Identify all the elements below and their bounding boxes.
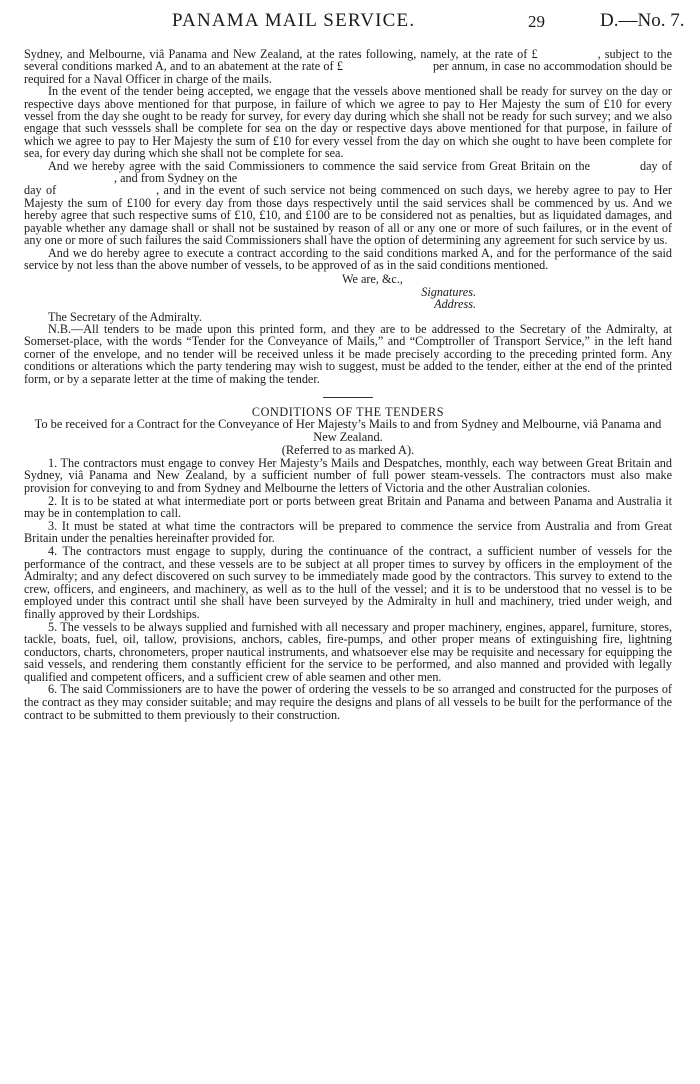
condition-item: 5. The vessels to be always supplied and furnished with all necessary and proper machinery, engines, apparel, furniture, stores, tackle, boats, fuel, oil, tallow, provisions, anchors, cables, fire-pumps, and other proper means of extinguishing fire, lightning conductors, charts, chronometers, proper nautical instruments, and whatsoever else may be requisite and necessary for equipping the said vessels, and rendering them constantly efficient for the service to be performed, and also manned and provided with legally qualified and competent officers, and a sufficient crew of able seamen and other men. — [24, 619, 672, 684]
conditions-list — [24, 457, 672, 721]
running-title: PANAMA MAIL SERVICE. — [172, 10, 416, 31]
tender-paragraph-rates: Sydney, and Melbourne, viâ Panama and New Zealand, at the rates following, namely, at the rate of £ , subject to the several conditions marked A, and to an abatement at the rate of £ per annum, in case no accommodation should be required for a Naval Officer in charge of the mails. — [24, 47, 672, 86]
conditions-title: CONDITIONS OF THE TENDERS — [251, 404, 445, 419]
conditions-reference: (Referred to as marked A). — [281, 443, 415, 458]
condition-item: 3. It must be stated at what time the contractors will be prepared to commence the service from Australia and from Great Britain under the penalties hereinafter provided for. — [24, 518, 672, 546]
nota-bene: N.B.—All tenders to be made upon this printed form, and they are to be addressed to the Secretary of the Admiralty, at Somerset-place, with the words “Tender for the Conveyance of Mails,” and “Comptroller of Transport Service,” in the left hand corner of the envelope, and no tender will be received unless it be made precisely according to the preceding printed form. Any conditions or alterations which the party tendering may wish to suggest, must be added to the tender, either at the end of the printed form, or by a separate letter at the time of making the tender. — [24, 321, 672, 386]
tender-paragraph-contract: And we do hereby agree to execute a contract according to the said conditions marked A, and for the performance of the said service by not less than the above number of vessels, to be approved of as in the said conditions mentioned. — [24, 245, 672, 272]
condition-item: 2. It is to be stated at what intermediate port or ports between great Britain and Panama and between Panama and Australia it may be in contemplation to call. — [24, 493, 672, 521]
page-header — [0, 10, 700, 36]
address-label: Address. — [434, 297, 476, 312]
condition-item: 4. The contractors must engage to supply, during the continuance of the contract, a sufficient number of vessels for the performance of the contract, and these vessels are to be subject at all proper times to survey by officers in the employment of the Admiralty; and any defect discovered on such survey to be immediately made good by the contractors. This survey to extend to the crew, officers, and engineers, and machinery, as well as to the hull of the vessel; and it is to be understood that no vessel is to be employed under this contract until she shall have been surveyed by the Admiralty in hull and machinery, tried under weigh, and finally approved by their Lordships. — [24, 543, 672, 621]
tender-paragraph-commencement: And we hereby agree with the said Commissioners to commence the said service from Great Britain on the day of, and from Sydney on the day of , and in the event of such service not being commenced on such days, we hereby agree to pay to Her Majesty the sum of £100 for every day from those days respectively until the said services shall be commenced by us. And we hereby agree that such respective sums of £10, £10, and £100 are to be considered not as penalties, but as liquidated damages, and payable whether any damage shall or shall not be sustained by reason of all or any one or more of such failures, or in the event of any one or more of such failures the said Commissioners shall have the option of determining any agreement for such service by us. — [24, 158, 672, 248]
signatures-label: Signatures. — [421, 284, 476, 299]
conditions-subtitle: To be received for a Contract for the Conveyance of Her Majesty’s Mails to and from Sydney and Melbourne, viâ Panama and New Zealand. — [34, 417, 662, 445]
document-reference: D.—No. 7. — [600, 10, 685, 31]
page-number: 29 — [528, 12, 545, 31]
condition-item: 1. The contractors must engage to convey Her Majesty’s Mails and Despatches, monthly, each way between Great Britain and Sydney, viâ Panama and New Zealand, by a sufficient number of full power steam-vessels. The contractors must also make provision for conveying to and from Sydney and Melbourne the letters of Victoria and the other Australian colonies. — [24, 455, 672, 495]
condition-item: 6. The said Commissioners are to have the power of ordering the vessels to be so arranged and constructed for the purposes of the contract as they may consider suitable; and may require the designs and plans of all vessels to be built for the performance of the contract to be submitted to them previously to their construction. — [24, 682, 672, 722]
page-body — [24, 48, 672, 721]
addressee: The Secretary of the Admiralty. — [48, 309, 202, 324]
tender-paragraph-survey: In the event of the tender being accepted, we engage that the vessels above mentioned shall be ready for survey on the day or respective days above mentioned for that purpose, in failure of which we agree to pay to Her Majesty the sum of £10 for every vessel from the day she ought to be ready for survey, for every day during which she shall not be ready for such survey; and we also engage that such vesssels shall be complete for sea on the day or respective days above mentioned for that purpose, in failure of which we agree to pay to Her Majesty the sum of £10 for every vessel from the day on which she ought to have been complete for sea, for every day during which she shall not be complete for sea. — [24, 84, 672, 161]
closing-salutation: We are, &c., — [342, 272, 403, 287]
signature-block — [24, 273, 672, 310]
section-divider — [323, 397, 373, 398]
